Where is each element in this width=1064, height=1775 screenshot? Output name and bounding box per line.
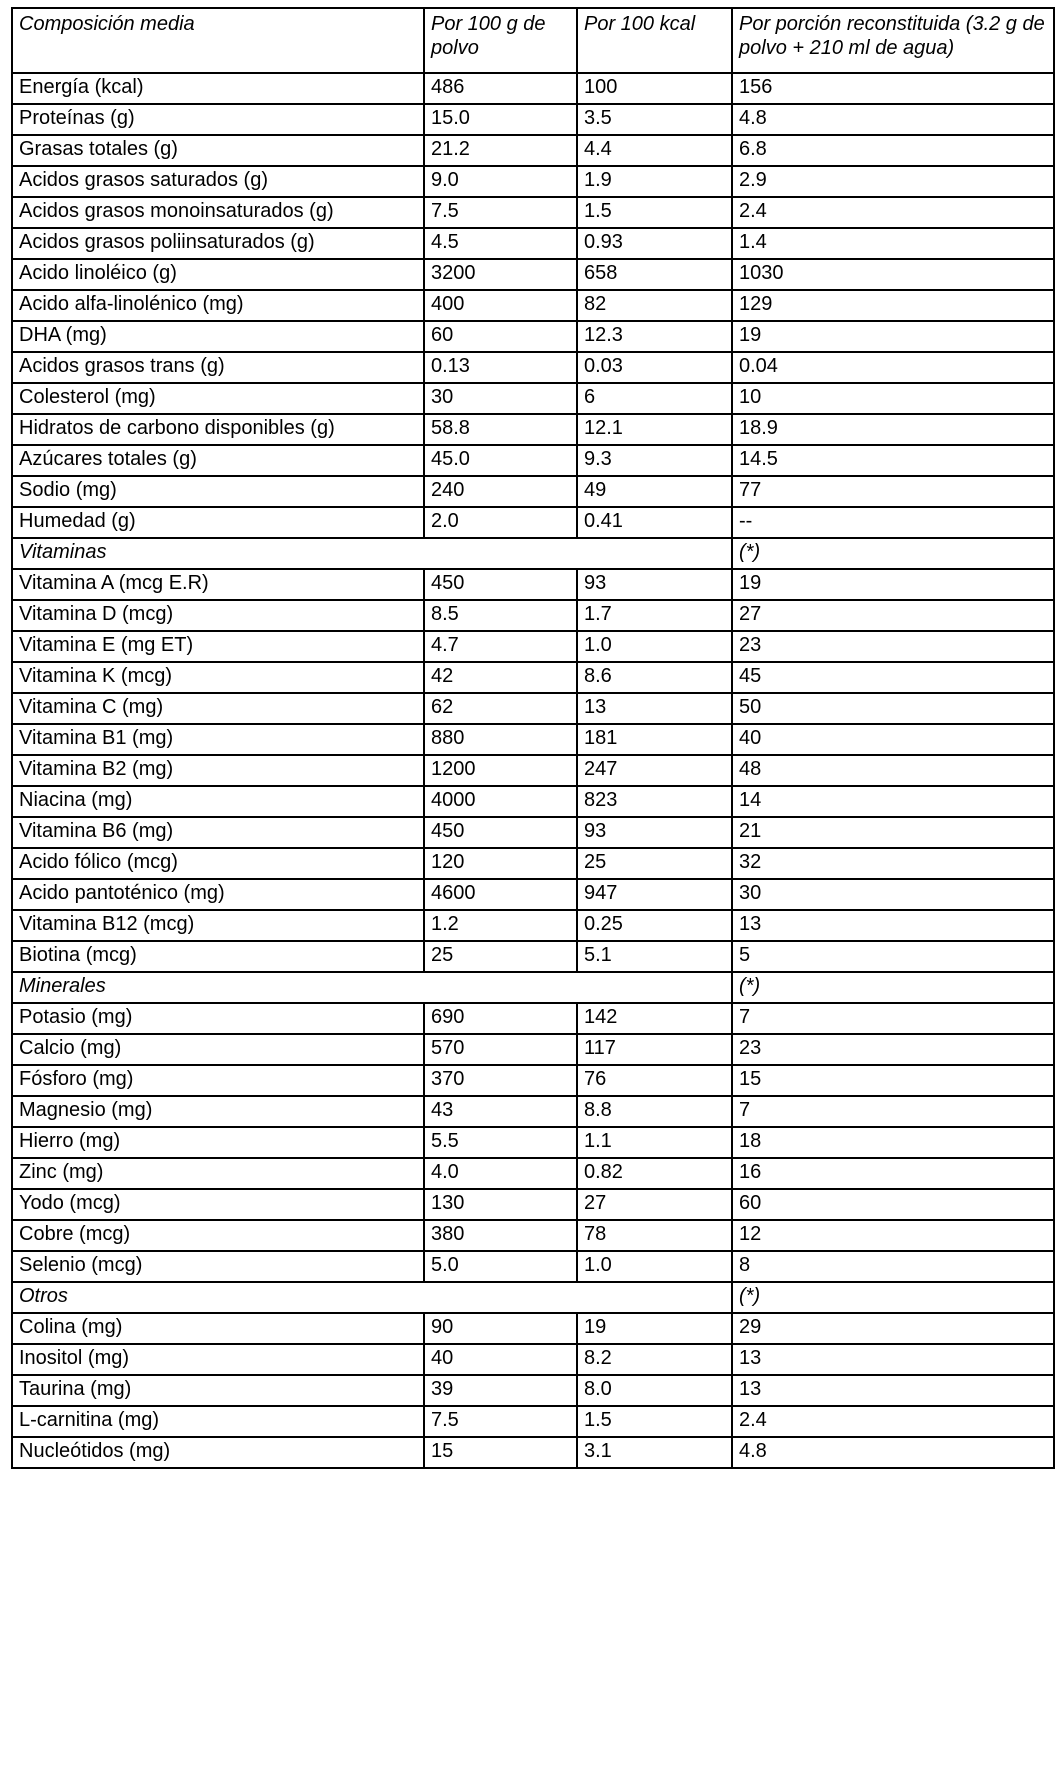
per-serving-cell: 0.04 bbox=[732, 352, 1054, 383]
per-serving-cell: 4.8 bbox=[732, 104, 1054, 135]
per-serving-cell: 10 bbox=[732, 383, 1054, 414]
per-serving-cell: 45 bbox=[732, 662, 1054, 693]
per-100g-cell: 62 bbox=[424, 693, 577, 724]
nutrient-name-cell: Magnesio (mg) bbox=[12, 1096, 424, 1127]
nutrient-name-cell: Taurina (mg) bbox=[12, 1375, 424, 1406]
per-100g-cell: 370 bbox=[424, 1065, 577, 1096]
per-100kcal-cell: 78 bbox=[577, 1220, 732, 1251]
table-row bbox=[12, 352, 1054, 383]
per-100g-cell: 4.7 bbox=[424, 631, 577, 662]
per-serving-cell: 19 bbox=[732, 321, 1054, 352]
table-row bbox=[12, 476, 1054, 507]
nutrient-name-cell: Vitamina E (mg ET) bbox=[12, 631, 424, 662]
per-serving-cell: 50 bbox=[732, 693, 1054, 724]
table-row bbox=[12, 662, 1054, 693]
per-100kcal-cell: 9.3 bbox=[577, 445, 732, 476]
per-serving-cell: 27 bbox=[732, 600, 1054, 631]
per-100g-cell: 450 bbox=[424, 569, 577, 600]
per-100g-cell: 15.0 bbox=[424, 104, 577, 135]
section-header-row bbox=[12, 972, 1054, 1003]
nutrient-name-cell: Humedad (g) bbox=[12, 507, 424, 538]
header-row bbox=[12, 8, 1054, 73]
per-serving-cell: 18 bbox=[732, 1127, 1054, 1158]
per-100kcal-cell: 25 bbox=[577, 848, 732, 879]
section-title: Otros bbox=[12, 1282, 732, 1313]
nutrient-name-cell: Acido alfa-linolénico (mg) bbox=[12, 290, 424, 321]
per-100kcal-cell: 658 bbox=[577, 259, 732, 290]
per-100kcal-cell: 82 bbox=[577, 290, 732, 321]
per-100g-cell: 240 bbox=[424, 476, 577, 507]
table-row bbox=[12, 73, 1054, 104]
nutrient-name-cell: Acidos grasos poliinsaturados (g) bbox=[12, 228, 424, 259]
table-row bbox=[12, 290, 1054, 321]
per-100kcal-cell: 13 bbox=[577, 693, 732, 724]
per-100kcal-cell: 1.0 bbox=[577, 1251, 732, 1282]
per-100g-cell: 690 bbox=[424, 1003, 577, 1034]
table-row bbox=[12, 786, 1054, 817]
per-100kcal-cell: 1.1 bbox=[577, 1127, 732, 1158]
per-serving-cell: 4.8 bbox=[732, 1437, 1054, 1468]
nutrient-name-cell: Yodo (mcg) bbox=[12, 1189, 424, 1220]
table-row bbox=[12, 1065, 1054, 1096]
table-row bbox=[12, 1220, 1054, 1251]
table-row bbox=[12, 1003, 1054, 1034]
per-100kcal-cell: 3.5 bbox=[577, 104, 732, 135]
nutrient-name-cell: Niacina (mg) bbox=[12, 786, 424, 817]
table-row bbox=[12, 1313, 1054, 1344]
table-row bbox=[12, 1096, 1054, 1127]
per-100g-cell: 8.5 bbox=[424, 600, 577, 631]
per-serving-cell: 12 bbox=[732, 1220, 1054, 1251]
per-100g-cell: 9.0 bbox=[424, 166, 577, 197]
nutrient-name-cell: Acido fólico (mcg) bbox=[12, 848, 424, 879]
per-100g-cell: 58.8 bbox=[424, 414, 577, 445]
per-100kcal-cell: 0.93 bbox=[577, 228, 732, 259]
per-serving-cell: 2.4 bbox=[732, 1406, 1054, 1437]
nutrient-name-cell: Colina (mg) bbox=[12, 1313, 424, 1344]
per-100g-cell: 5.5 bbox=[424, 1127, 577, 1158]
per-100kcal-cell: 0.82 bbox=[577, 1158, 732, 1189]
table-row bbox=[12, 910, 1054, 941]
nutrient-name-cell: Acidos grasos monoinsaturados (g) bbox=[12, 197, 424, 228]
per-serving-cell: 32 bbox=[732, 848, 1054, 879]
per-serving-cell: 13 bbox=[732, 1375, 1054, 1406]
table-row bbox=[12, 600, 1054, 631]
per-100g-cell: 42 bbox=[424, 662, 577, 693]
per-100g-cell: 1.2 bbox=[424, 910, 577, 941]
per-100kcal-cell: 19 bbox=[577, 1313, 732, 1344]
table-row bbox=[12, 135, 1054, 166]
per-100g-cell: 486 bbox=[424, 73, 577, 104]
table-row bbox=[12, 1251, 1054, 1282]
per-100kcal-cell: 1.5 bbox=[577, 1406, 732, 1437]
nutrient-name-cell: DHA (mg) bbox=[12, 321, 424, 352]
header-per-100g-powder: Por 100 g de polvo bbox=[424, 8, 577, 73]
table-row bbox=[12, 1375, 1054, 1406]
table-row bbox=[12, 941, 1054, 972]
per-serving-cell: 6.8 bbox=[732, 135, 1054, 166]
nutrient-name-cell: Vitamina B6 (mg) bbox=[12, 817, 424, 848]
per-100kcal-cell: 49 bbox=[577, 476, 732, 507]
per-100g-cell: 39 bbox=[424, 1375, 577, 1406]
nutrient-name-cell: Nucleótidos (mg) bbox=[12, 1437, 424, 1468]
per-100g-cell: 130 bbox=[424, 1189, 577, 1220]
per-serving-cell: 2.9 bbox=[732, 166, 1054, 197]
per-100kcal-cell: 8.6 bbox=[577, 662, 732, 693]
nutrient-name-cell: Hierro (mg) bbox=[12, 1127, 424, 1158]
per-100g-cell: 0.13 bbox=[424, 352, 577, 383]
nutrient-name-cell: Energía (kcal) bbox=[12, 73, 424, 104]
per-100g-cell: 570 bbox=[424, 1034, 577, 1065]
nutrient-name-cell: Vitamina C (mg) bbox=[12, 693, 424, 724]
per-100g-cell: 40 bbox=[424, 1344, 577, 1375]
per-100kcal-cell: 8.2 bbox=[577, 1344, 732, 1375]
per-100g-cell: 45.0 bbox=[424, 445, 577, 476]
per-100kcal-cell: 27 bbox=[577, 1189, 732, 1220]
per-100kcal-cell: 1.7 bbox=[577, 600, 732, 631]
per-serving-cell: 16 bbox=[732, 1158, 1054, 1189]
per-100kcal-cell: 0.25 bbox=[577, 910, 732, 941]
per-serving-cell: 14.5 bbox=[732, 445, 1054, 476]
per-100kcal-cell: 100 bbox=[577, 73, 732, 104]
per-100kcal-cell: 181 bbox=[577, 724, 732, 755]
per-100g-cell: 3200 bbox=[424, 259, 577, 290]
nutrient-name-cell: Hidratos de carbono disponibles (g) bbox=[12, 414, 424, 445]
section-title: Vitaminas bbox=[12, 538, 732, 569]
per-serving-cell: 5 bbox=[732, 941, 1054, 972]
table-row bbox=[12, 848, 1054, 879]
table-row bbox=[12, 755, 1054, 786]
section-header-row bbox=[12, 538, 1054, 569]
table-header bbox=[12, 8, 1054, 73]
nutrient-name-cell: Inositol (mg) bbox=[12, 1344, 424, 1375]
table-row bbox=[12, 445, 1054, 476]
per-100g-cell: 4000 bbox=[424, 786, 577, 817]
per-serving-cell: 77 bbox=[732, 476, 1054, 507]
per-100kcal-cell: 0.03 bbox=[577, 352, 732, 383]
per-100g-cell: 4600 bbox=[424, 879, 577, 910]
table-row bbox=[12, 166, 1054, 197]
per-100kcal-cell: 12.1 bbox=[577, 414, 732, 445]
table-row bbox=[12, 1034, 1054, 1065]
per-serving-cell: 1030 bbox=[732, 259, 1054, 290]
nutrient-name-cell: Acidos grasos saturados (g) bbox=[12, 166, 424, 197]
per-100kcal-cell: 4.4 bbox=[577, 135, 732, 166]
nutrient-name-cell: Selenio (mcg) bbox=[12, 1251, 424, 1282]
table-row bbox=[12, 1127, 1054, 1158]
per-100kcal-cell: 12.3 bbox=[577, 321, 732, 352]
per-100kcal-cell: 1.9 bbox=[577, 166, 732, 197]
per-serving-cell: 29 bbox=[732, 1313, 1054, 1344]
per-100kcal-cell: 8.0 bbox=[577, 1375, 732, 1406]
per-100g-cell: 30 bbox=[424, 383, 577, 414]
per-serving-cell: 19 bbox=[732, 569, 1054, 600]
nutrient-name-cell: Acidos grasos trans (g) bbox=[12, 352, 424, 383]
nutrient-name-cell: Vitamina D (mcg) bbox=[12, 600, 424, 631]
per-serving-cell: 21 bbox=[732, 817, 1054, 848]
table-body bbox=[12, 73, 1054, 1468]
per-100g-cell: 7.5 bbox=[424, 197, 577, 228]
per-serving-cell: 18.9 bbox=[732, 414, 1054, 445]
table-row bbox=[12, 631, 1054, 662]
per-100kcal-cell: 5.1 bbox=[577, 941, 732, 972]
per-serving-cell: 60 bbox=[732, 1189, 1054, 1220]
per-100kcal-cell: 1.0 bbox=[577, 631, 732, 662]
per-serving-cell: -- bbox=[732, 507, 1054, 538]
per-serving-cell: 2.4 bbox=[732, 197, 1054, 228]
nutrient-name-cell: Biotina (mcg) bbox=[12, 941, 424, 972]
table-row bbox=[12, 321, 1054, 352]
per-100g-cell: 2.0 bbox=[424, 507, 577, 538]
per-100g-cell: 25 bbox=[424, 941, 577, 972]
per-100g-cell: 5.0 bbox=[424, 1251, 577, 1282]
per-serving-cell: 40 bbox=[732, 724, 1054, 755]
per-100g-cell: 21.2 bbox=[424, 135, 577, 166]
per-serving-cell: 156 bbox=[732, 73, 1054, 104]
per-serving-cell: 15 bbox=[732, 1065, 1054, 1096]
per-serving-cell: 7 bbox=[732, 1003, 1054, 1034]
per-100kcal-cell: 823 bbox=[577, 786, 732, 817]
table-row bbox=[12, 414, 1054, 445]
nutrient-name-cell: Zinc (mg) bbox=[12, 1158, 424, 1189]
table-row bbox=[12, 104, 1054, 135]
nutrient-name-cell: Vitamina A (mcg E.R) bbox=[12, 569, 424, 600]
per-serving-cell: 23 bbox=[732, 1034, 1054, 1065]
nutrient-name-cell: Vitamina B2 (mg) bbox=[12, 755, 424, 786]
nutrient-name-cell: Calcio (mg) bbox=[12, 1034, 424, 1065]
per-100g-cell: 450 bbox=[424, 817, 577, 848]
nutrient-name-cell: Cobre (mcg) bbox=[12, 1220, 424, 1251]
table-row bbox=[12, 507, 1054, 538]
per-serving-cell: 30 bbox=[732, 879, 1054, 910]
table-row bbox=[12, 569, 1054, 600]
table-row bbox=[12, 1437, 1054, 1468]
per-100kcal-cell: 6 bbox=[577, 383, 732, 414]
per-100g-cell: 90 bbox=[424, 1313, 577, 1344]
nutrient-name-cell: Potasio (mg) bbox=[12, 1003, 424, 1034]
per-100g-cell: 120 bbox=[424, 848, 577, 879]
nutrition-composition-table bbox=[11, 7, 1055, 1469]
per-100g-cell: 1200 bbox=[424, 755, 577, 786]
nutrient-name-cell: Acido linoléico (g) bbox=[12, 259, 424, 290]
per-100g-cell: 60 bbox=[424, 321, 577, 352]
header-per-100kcal: Por 100 kcal bbox=[577, 8, 732, 73]
table-row bbox=[12, 383, 1054, 414]
table-row bbox=[12, 1158, 1054, 1189]
nutrient-name-cell: Grasas totales (g) bbox=[12, 135, 424, 166]
table-row bbox=[12, 197, 1054, 228]
per-100kcal-cell: 947 bbox=[577, 879, 732, 910]
per-serving-cell: 14 bbox=[732, 786, 1054, 817]
per-100g-cell: 380 bbox=[424, 1220, 577, 1251]
per-100g-cell: 43 bbox=[424, 1096, 577, 1127]
nutrient-name-cell: Fósforo (mg) bbox=[12, 1065, 424, 1096]
nutrient-name-cell: L-carnitina (mg) bbox=[12, 1406, 424, 1437]
per-100kcal-cell: 0.41 bbox=[577, 507, 732, 538]
table-row bbox=[12, 879, 1054, 910]
table-row bbox=[12, 259, 1054, 290]
header-composition: Composición media bbox=[12, 8, 424, 73]
per-100kcal-cell: 93 bbox=[577, 569, 732, 600]
section-note: (*) bbox=[732, 972, 1054, 1003]
per-100kcal-cell: 1.5 bbox=[577, 197, 732, 228]
per-100kcal-cell: 8.8 bbox=[577, 1096, 732, 1127]
nutrient-name-cell: Acido pantoténico (mg) bbox=[12, 879, 424, 910]
per-serving-cell: 13 bbox=[732, 910, 1054, 941]
per-serving-cell: 13 bbox=[732, 1344, 1054, 1375]
per-100g-cell: 4.5 bbox=[424, 228, 577, 259]
table-row bbox=[12, 693, 1054, 724]
per-100g-cell: 7.5 bbox=[424, 1406, 577, 1437]
per-serving-cell: 48 bbox=[732, 755, 1054, 786]
per-100kcal-cell: 247 bbox=[577, 755, 732, 786]
nutrient-name-cell: Vitamina B1 (mg) bbox=[12, 724, 424, 755]
per-100g-cell: 880 bbox=[424, 724, 577, 755]
section-note: (*) bbox=[732, 1282, 1054, 1313]
nutrient-name-cell: Azúcares totales (g) bbox=[12, 445, 424, 476]
nutrient-name-cell: Sodio (mg) bbox=[12, 476, 424, 507]
nutrient-name-cell: Proteínas (g) bbox=[12, 104, 424, 135]
section-title: Minerales bbox=[12, 972, 732, 1003]
table-row bbox=[12, 1406, 1054, 1437]
table-row bbox=[12, 1189, 1054, 1220]
per-serving-cell: 8 bbox=[732, 1251, 1054, 1282]
per-100kcal-cell: 76 bbox=[577, 1065, 732, 1096]
per-100kcal-cell: 142 bbox=[577, 1003, 732, 1034]
per-100kcal-cell: 3.1 bbox=[577, 1437, 732, 1468]
per-100g-cell: 4.0 bbox=[424, 1158, 577, 1189]
per-serving-cell: 1.4 bbox=[732, 228, 1054, 259]
table-row bbox=[12, 1344, 1054, 1375]
header-per-serving: Por porción reconstituida (3.2 g de polvo + 210 ml de agua) bbox=[732, 8, 1054, 73]
nutrient-name-cell: Colesterol (mg) bbox=[12, 383, 424, 414]
per-serving-cell: 7 bbox=[732, 1096, 1054, 1127]
section-note: (*) bbox=[732, 538, 1054, 569]
per-100kcal-cell: 117 bbox=[577, 1034, 732, 1065]
table-row bbox=[12, 724, 1054, 755]
nutrient-name-cell: Vitamina B12 (mcg) bbox=[12, 910, 424, 941]
per-serving-cell: 23 bbox=[732, 631, 1054, 662]
nutrient-name-cell: Vitamina K (mcg) bbox=[12, 662, 424, 693]
per-100g-cell: 400 bbox=[424, 290, 577, 321]
section-header-row bbox=[12, 1282, 1054, 1313]
per-100kcal-cell: 93 bbox=[577, 817, 732, 848]
table-row bbox=[12, 817, 1054, 848]
per-100g-cell: 15 bbox=[424, 1437, 577, 1468]
per-serving-cell: 129 bbox=[732, 290, 1054, 321]
table-row bbox=[12, 228, 1054, 259]
nutrition-table-container bbox=[11, 7, 1055, 1469]
